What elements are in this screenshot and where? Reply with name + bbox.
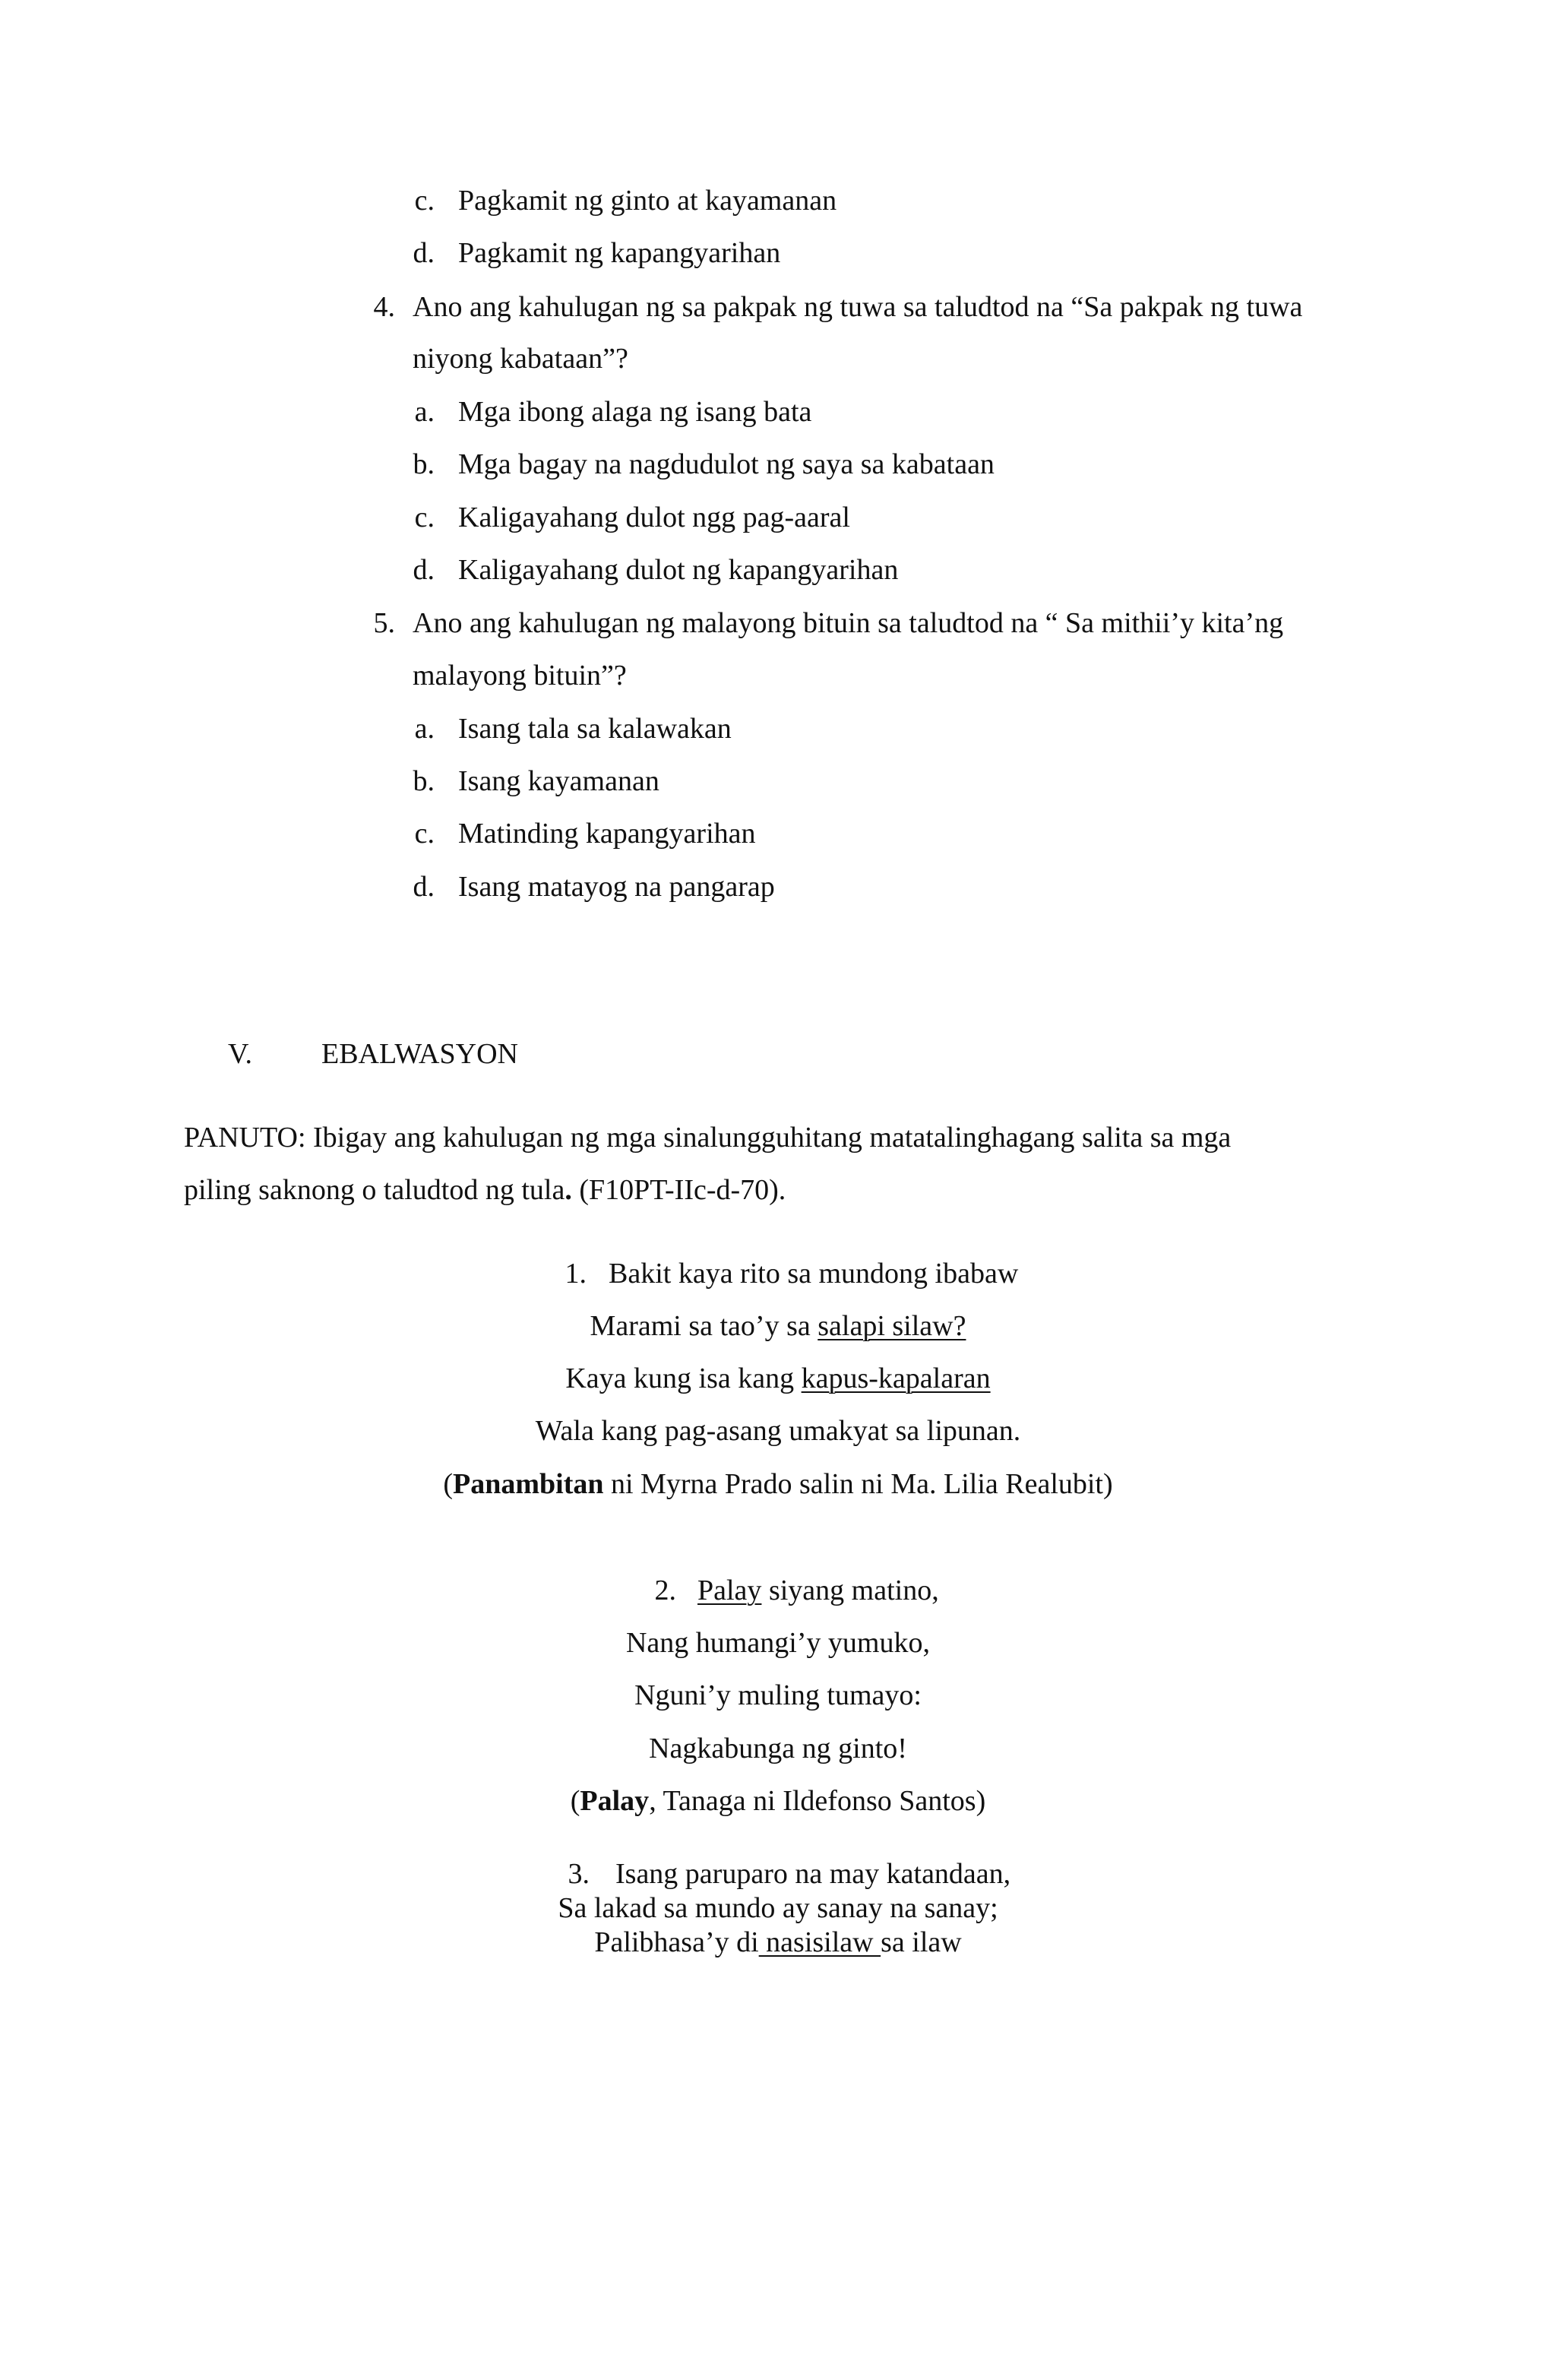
poem3-line2: Sa lakad sa mundo ay sanay na sanay;: [558, 1892, 998, 1924]
q4-question-line2: niyong kabataan”?: [413, 343, 628, 375]
q3-option-d-letter: d.: [413, 237, 435, 269]
poem3-line3-text: Palibhasa’y di: [594, 1926, 759, 1958]
panuto-code: (F10PT-IIc-d-70).: [571, 1174, 786, 1206]
poem1-line2: [0, 1312, 1556, 1340]
poem1-source-title: Panambitan: [453, 1468, 604, 1500]
section-title: EBALWASYON: [321, 1038, 518, 1070]
poem1-source-author: ni Myrna Prado salin ni Ma. Lilia Realubit): [603, 1468, 1113, 1500]
q5-option-b-text: Isang kayamanan: [458, 765, 659, 797]
q5-question-line2: malayong bituin”?: [413, 660, 627, 692]
poem2-number: 2.: [654, 1575, 676, 1606]
q5-option-d-letter: d.: [413, 871, 435, 903]
poem3-number: 3.: [568, 1858, 590, 1890]
q4-option-a-text: Mga ibong alaga ng isang bata: [458, 396, 812, 428]
q5-question-line1: Ano ang kahulugan ng malayong bituin sa taludtod na “ Sa mithii’y kita’ng: [413, 607, 1284, 639]
q3-option-d-text: Pagkamit ng kapangyarihan: [458, 237, 781, 269]
q3-option-c-letter: c.: [414, 185, 435, 217]
poem1-underlined-phrase-2: kapus-kapalaran: [801, 1362, 991, 1394]
poem1-line3-text: Kaya kung isa kang: [565, 1362, 802, 1394]
poem1-underlined-phrase: salapi silaw?: [818, 1310, 966, 1342]
q4-option-d-text: Kaligayahang dulot ng kapangyarihan: [458, 554, 899, 586]
poem2-line4: Nagkabunga ng ginto!: [649, 1733, 907, 1764]
q4-option-c-text: Kaligayahang dulot ngg pag-aaral: [458, 502, 850, 533]
q4-option-d-letter: d.: [413, 554, 435, 586]
q5-option-a-text: Isang tala sa kalawakan: [458, 713, 732, 745]
q3-option-c-text: Pagkamit ng ginto at kayamanan: [458, 185, 837, 217]
q5-option-d-text: Isang matayog na pangarap: [458, 871, 775, 903]
panuto-line2-text: piling saknong o taludtod ng tula: [184, 1174, 565, 1206]
q5-option-b-letter: b.: [413, 765, 435, 797]
poem2-line1-text: siyang matino,: [761, 1575, 939, 1606]
poem1-line4: Wala kang pag-asang umakyat sa lipunan.: [535, 1415, 1021, 1447]
poem1-source-open: (: [443, 1468, 453, 1500]
poem3-line3-end: sa ilaw: [881, 1926, 962, 1958]
poem2-source-open: (: [570, 1785, 580, 1817]
poem2-source-author: , Tanaga ni Ildefonso Santos): [649, 1785, 986, 1817]
poem3-line1: Isang paruparo na may katandaan,: [615, 1858, 1011, 1890]
poem1-line1: Bakit kaya rito sa mundong ibabaw: [609, 1258, 1019, 1290]
panuto-period: .: [565, 1174, 572, 1206]
q4-option-a-letter: a.: [414, 396, 435, 428]
poem3-line3: [0, 1928, 1556, 1957]
poem1-line2-text: Marami sa tao’y sa: [590, 1310, 818, 1342]
q4-option-b-letter: b.: [413, 448, 435, 480]
poem2-source-title: Palay: [580, 1785, 650, 1817]
section-numeral: V.: [228, 1038, 253, 1070]
poem2-line2: Nang humangi’y yumuko,: [625, 1627, 930, 1659]
poem2-line1: [697, 1576, 939, 1605]
q5-option-c-text: Matinding kapangyarihan: [458, 818, 756, 850]
q4-question-line1: Ano ang kahulugan ng sa pakpak ng tuwa sa taludtod na “Sa pakpak ng tuwa: [413, 291, 1303, 323]
q5-option-c-letter: c.: [414, 818, 435, 850]
poem2-source: [0, 1787, 1556, 1815]
poem2-underlined-word: Palay: [697, 1575, 762, 1606]
poem3-underlined-word: nasisilaw: [758, 1926, 881, 1958]
q4-option-c-letter: c.: [414, 502, 435, 533]
panuto-line1: PANUTO: Ibigay ang kahulugan ng mga sinalungguhitang matatalinghagang salita sa mga: [184, 1122, 1232, 1154]
poem2-line3: Nguni’y muling tumayo:: [634, 1679, 922, 1711]
poem1-line3: [0, 1364, 1556, 1393]
q5-number: 5.: [373, 607, 395, 639]
q5-option-a-letter: a.: [414, 713, 435, 745]
poem1-source: [0, 1470, 1556, 1499]
poem1-number: 1.: [565, 1258, 587, 1290]
q4-number: 4.: [373, 291, 395, 323]
panuto-line2: [184, 1176, 786, 1204]
q4-option-b-text: Mga bagay na nagdudulot ng saya sa kabataan: [458, 448, 995, 480]
